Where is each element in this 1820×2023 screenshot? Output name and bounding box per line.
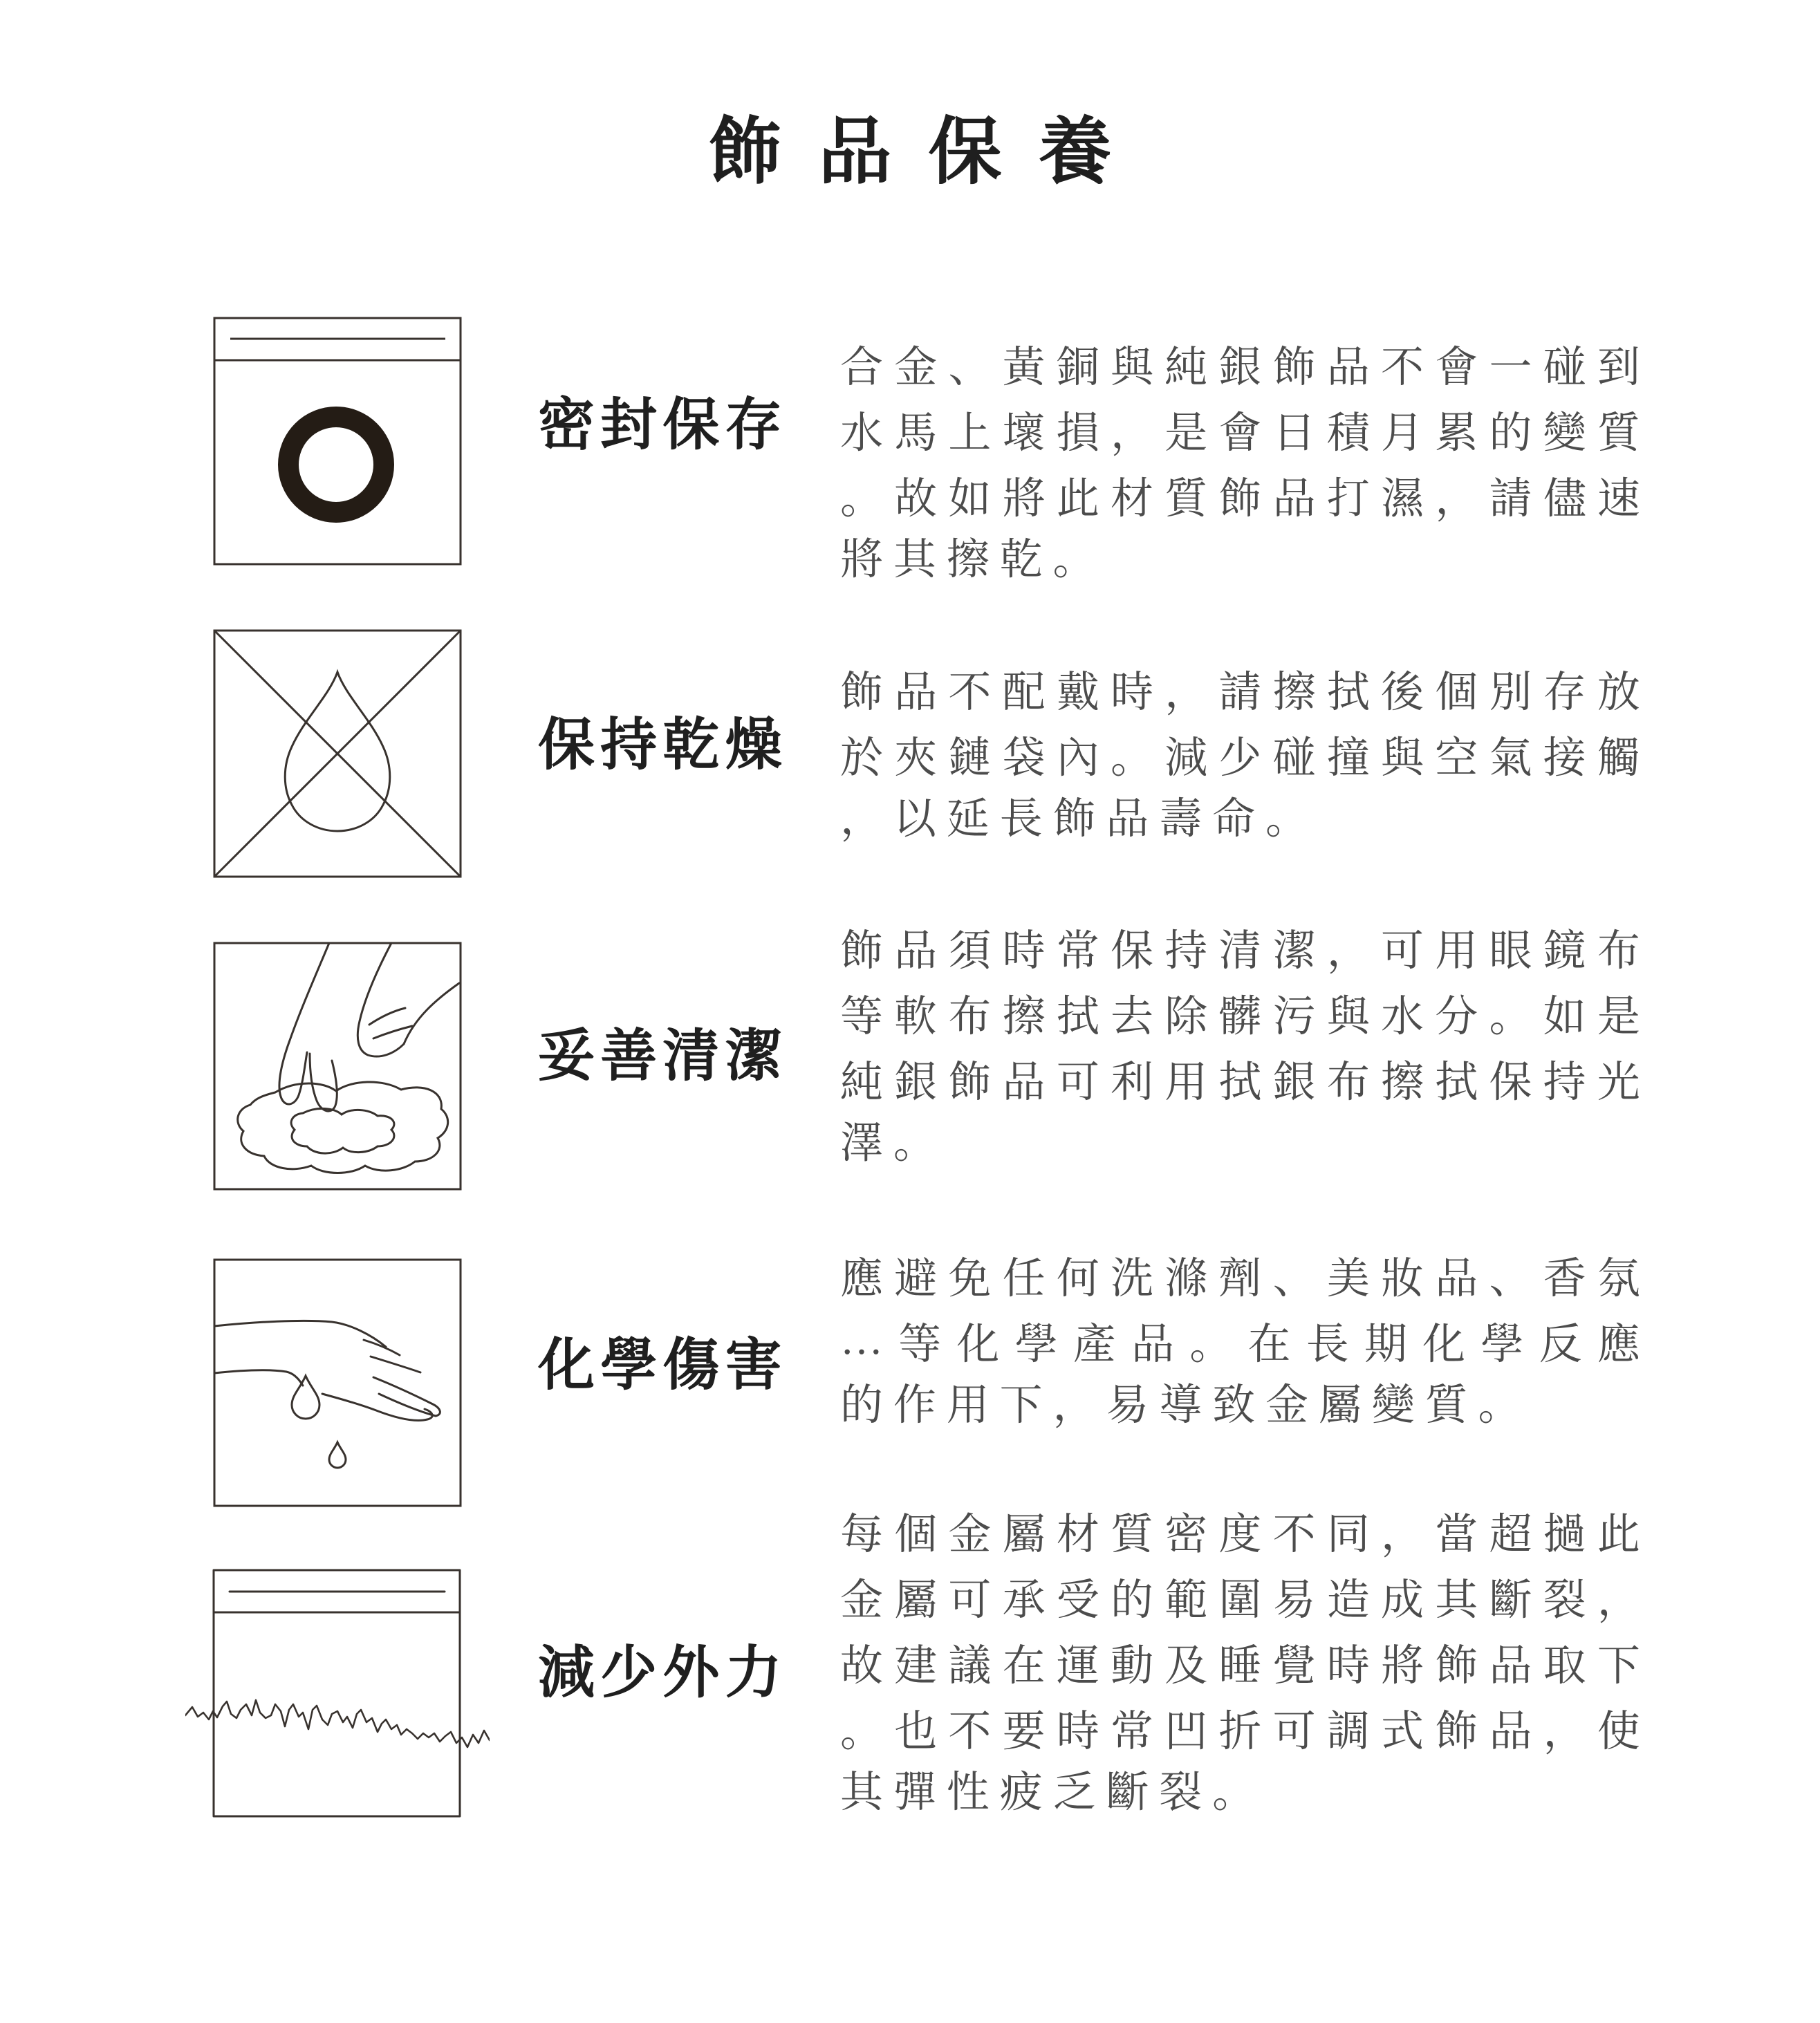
paragraph-line: 其彈性疲乏斷裂。 [840, 1769, 1266, 1816]
section-paragraph [840, 1242, 1640, 1439]
paragraph-line: 的作用下，易導致金屬變質。 [840, 1382, 1532, 1429]
paragraph-line: 每 個 金 屬 材 質 密 度 不 同 ， 當 超 撾 此 [840, 1511, 1640, 1558]
section-paragraph [840, 914, 1640, 1177]
ziplock-bag-ring-icon [213, 317, 462, 566]
paragraph-line: 。 也 不 要 時 常 凹 折 可 調 式 飾 品 ， 使 [840, 1708, 1640, 1755]
paragraph-line: 飾 品 須 時 常 保 持 清 潔 ， 可 用 眼 鏡 布 [840, 928, 1640, 975]
section-heading-keep-dry: 保持乾燥 [538, 714, 788, 776]
section-heading-chemical-damage: 化學傷害 [538, 1334, 788, 1397]
paragraph-line: 金 屬 可 承 受 的 範 圍 易 造 成 其 斷 裂 ， [840, 1577, 1640, 1624]
section-heading-reduce-force: 減少外力 [538, 1641, 788, 1704]
no-water-drop-icon [213, 629, 462, 878]
paragraph-line: 。 故 如 將 此 材 質 飾 品 打 濕 ， 請 儘 速 [840, 476, 1640, 523]
section-heading-sealed-storage: 密封保存 [538, 393, 788, 456]
page-title [0, 112, 1820, 193]
section-heading-proper-cleaning: 妥善清潔 [538, 1025, 788, 1088]
paragraph-line: 於 夾 鏈 袋 內 。 減 少 碰 撞 與 空 氣 接 觸 [840, 735, 1640, 782]
paragraph-line: 純 銀 飾 品 可 利 用 拭 銀 布 擦 拭 保 持 光 [840, 1059, 1640, 1106]
paragraph-line: 澤。 [840, 1120, 947, 1167]
paragraph-line: 合 金 、 黃 銅 與 純 銀 飾 品 不 會 一 碰 到 [840, 344, 1640, 391]
paragraph-line: 將其擦乾。 [840, 537, 1106, 584]
page-title-text: 飾品保養 [708, 112, 1149, 193]
paragraph-line: ，以延長飾品壽命。 [840, 796, 1319, 843]
paragraph-line: 故 建 議 在 運 動 及 睡 覺 時 將 飾 品 取 下 [840, 1643, 1640, 1690]
chemical-hand-drops-icon [213, 1258, 462, 1507]
paragraph-line: 水 馬 上 壞 損 ， 是 會 日 積 月 累 的 變 質 [840, 410, 1640, 457]
section-paragraph [840, 330, 1640, 593]
paragraph-line: … 等 化 學 產 品 。 在 長 期 化 學 反 應 [840, 1316, 1640, 1368]
paragraph-line: 等 軟 布 擦 拭 去 除 髒 污 與 水 分 。 如 是 [840, 994, 1640, 1041]
paragraph-line: 應 避 免 任 何 洗 滌 劑 、 美 妝 品 、 香 氛 [840, 1256, 1640, 1303]
section-paragraph [840, 1498, 1640, 1826]
ziplock-bag-wave-icon [185, 1569, 490, 1818]
wipe-cloth-hand-icon [213, 942, 462, 1191]
paragraph-line: 飾 品 不 配 戴 時 ， 請 擦 拭 後 個 別 存 放 [840, 669, 1640, 716]
section-paragraph [840, 655, 1640, 852]
